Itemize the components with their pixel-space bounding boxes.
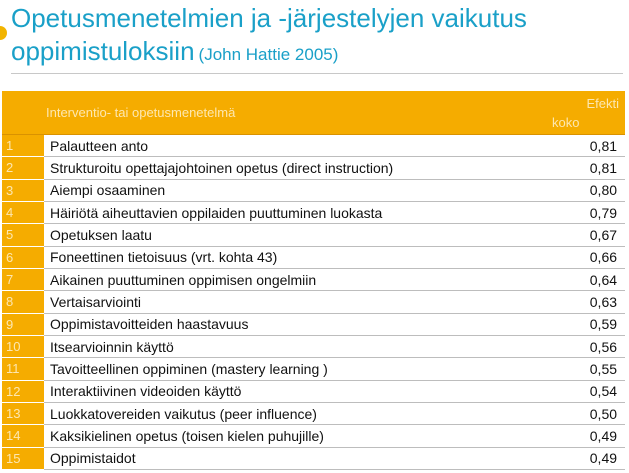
column-header-effect-line1: Efekti	[586, 95, 620, 111]
row-method-label: Palautteen anto	[44, 135, 524, 157]
row-effect-value: 0,81	[524, 157, 625, 179]
row-method-label: Strukturoitu opettajajohtoinen opetus (direct instruction)	[44, 157, 524, 179]
row-number: 3	[2, 179, 44, 201]
table-row	[2, 157, 625, 179]
row-method-label: Foneettinen tietoisuus (vrt. kohta 43)	[44, 246, 524, 268]
row-effect-value: 0,49	[524, 447, 625, 469]
row-method-label: Tavoitteellinen oppiminen (mastery learning )	[44, 358, 524, 380]
row-number: 9	[2, 313, 44, 335]
row-method-label: Kaksikielinen opetus (toisen kielen puhujille)	[44, 425, 524, 447]
table-header-row	[2, 91, 625, 135]
row-effect-value: 0,67	[524, 224, 625, 246]
table-row	[2, 313, 625, 335]
table-row	[2, 402, 625, 424]
title-line-2-text: oppimistuloksiin	[11, 36, 195, 66]
row-effect-value: 0,54	[524, 380, 625, 402]
title-line-1: Opetusmenetelmien ja -järjestelyjen vaikutus	[11, 3, 527, 33]
row-method-label: Aiempi osaaminen	[44, 179, 524, 201]
row-method-label: Vertaisarviointi	[44, 291, 524, 313]
row-method-label: Luokkatovereiden vaikutus (peer influence)	[44, 402, 524, 424]
column-header-effect-line2: koko	[552, 114, 580, 130]
table-row	[2, 201, 625, 223]
row-method-label: Itsearvioinnin käyttö	[44, 335, 524, 357]
row-method-label: Interaktiivinen videoiden käyttö	[44, 380, 524, 402]
column-header-effect	[524, 91, 625, 135]
row-effect-value: 0,59	[524, 313, 625, 335]
row-method-label: Oppimistaidot	[44, 447, 524, 469]
row-effect-value: 0,79	[524, 201, 625, 223]
title-line-2	[11, 35, 623, 71]
table-row	[2, 447, 625, 469]
row-number: 7	[2, 268, 44, 290]
row-number: 1	[2, 135, 44, 157]
table-row	[2, 246, 625, 268]
row-number: 11	[2, 358, 44, 380]
row-effect-value: 0,81	[524, 135, 625, 157]
row-method-label: Häiriötä aiheuttavien oppilaiden puuttuminen luokasta	[44, 201, 524, 223]
row-effect-value: 0,80	[524, 179, 625, 201]
row-method-label: Oppimistavoitteiden haastavuus	[44, 313, 524, 335]
row-number: 5	[2, 224, 44, 246]
table-row	[2, 268, 625, 290]
row-number: 4	[2, 201, 44, 223]
row-effect-value: 0,64	[524, 268, 625, 290]
table-row	[2, 291, 625, 313]
row-number: 8	[2, 291, 44, 313]
table-row	[2, 358, 625, 380]
title-divider	[11, 73, 623, 74]
row-number: 13	[2, 402, 44, 424]
row-effect-value: 0,55	[524, 358, 625, 380]
table-row	[2, 135, 625, 157]
row-method-label: Opetuksen laatu	[44, 224, 524, 246]
page-title	[11, 2, 623, 71]
row-effect-value: 0,66	[524, 246, 625, 268]
row-number: 15	[2, 447, 44, 469]
column-header-method: Interventio- tai opetusmenetelmä	[2, 91, 524, 135]
title-source: (John Hattie 2005)	[198, 45, 339, 64]
row-effect-value: 0,56	[524, 335, 625, 357]
effect-size-table	[2, 91, 625, 470]
table-row	[2, 425, 625, 447]
row-number: 6	[2, 246, 44, 268]
row-method-label: Aikainen puuttuminen oppimisen ongelmiin	[44, 268, 524, 290]
table-row	[2, 224, 625, 246]
row-number: 12	[2, 380, 44, 402]
title-accent-bar	[0, 26, 7, 40]
row-number: 2	[2, 157, 44, 179]
row-effect-value: 0,50	[524, 402, 625, 424]
row-number: 10	[2, 335, 44, 357]
table-row	[2, 179, 625, 201]
row-number: 14	[2, 425, 44, 447]
row-effect-value: 0,63	[524, 291, 625, 313]
table-row	[2, 380, 625, 402]
table-row	[2, 335, 625, 357]
row-effect-value: 0,49	[524, 425, 625, 447]
